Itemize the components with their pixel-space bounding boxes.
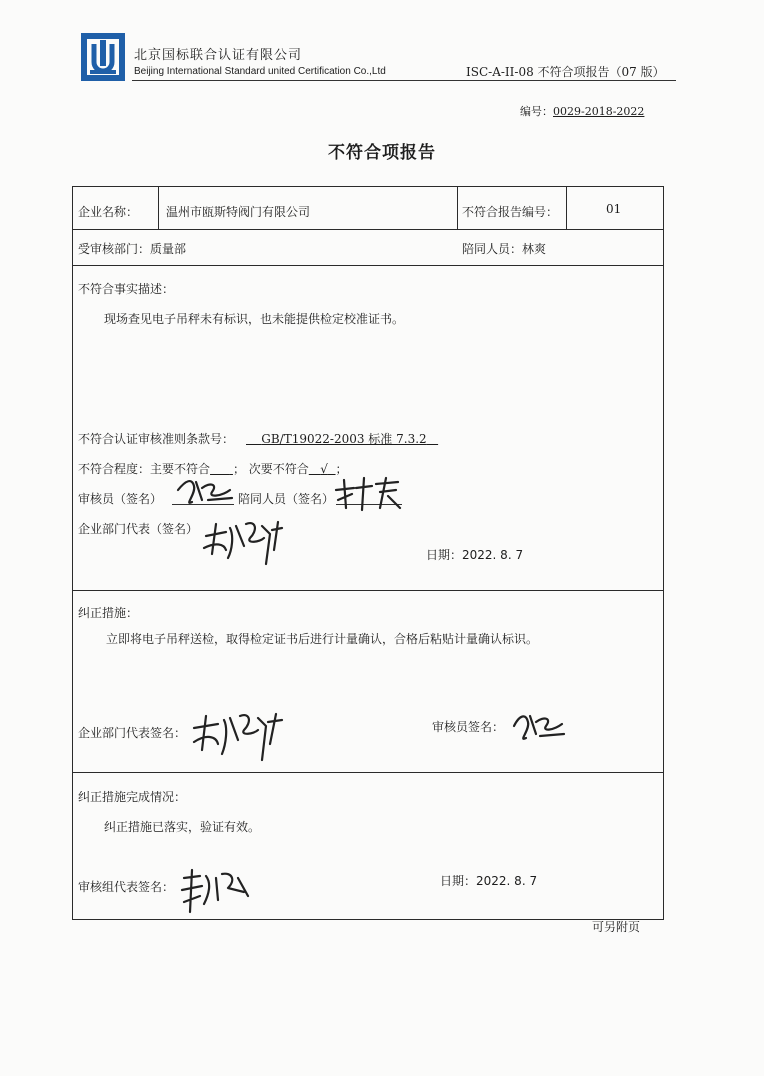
facts-text: 现场查见电子吊秤未有标识，也未能提供检定校准证书。 (104, 312, 405, 326)
accompany-signature (332, 474, 406, 514)
accompany-sig-label: 陪同人员（签名） (238, 492, 335, 506)
header-divider (132, 80, 676, 81)
page-title: 不符合项报告 (328, 143, 436, 163)
row1-divider-c (566, 186, 567, 230)
org-name-cn: 北京国标联合认证有限公司 (134, 48, 303, 63)
facts-label: 不符合事实描述： (78, 282, 175, 296)
row1-bottom (72, 229, 664, 230)
facts-section-bottom (72, 590, 664, 591)
degree-row: 不符合程度：主要不符合 ； 次要不符合 √ ； (78, 462, 348, 476)
facts-date-value: 2022. 8. 7 (462, 548, 524, 562)
row1-divider-b (457, 186, 458, 230)
row1-divider-a (158, 186, 159, 230)
accompany-label: 陪同人员： (462, 242, 523, 256)
correction-company-rep-signature (188, 706, 288, 770)
footer-note: 可另附页 (592, 920, 641, 934)
correction-auditor-label: 审核员签名： (432, 720, 505, 734)
company-rep-sig-label: 企业部门代表（签名） (78, 522, 199, 536)
report-number-label: 编号： (520, 105, 553, 118)
auditor-sig-label: 审核员（签名） (78, 492, 163, 506)
correction-auditor-signature (508, 704, 568, 748)
completion-text: 纠正措施已落实，验证有效。 (104, 820, 261, 834)
row2-bottom (72, 265, 664, 266)
form-code: ISC-A-II-08 不符合项报告（07 版） (466, 65, 665, 79)
minor-mark-value: √ (320, 462, 328, 476)
major-label: 主要不符合 (150, 462, 211, 476)
correction-section-bottom (72, 772, 664, 773)
audited-dept-label: 受审核部门： (78, 242, 151, 256)
org-name-en: Beijing International Standard united Certification Co.,Ltd (134, 66, 386, 77)
report-number-value: 0029-2018-2022 (553, 105, 645, 118)
nc-report-no-label: 不符合报告编号： (462, 205, 559, 219)
audited-dept-value: 质量部 (150, 242, 187, 256)
clause-value-text: GB/T19022-2003 标准 7.3.2 (261, 432, 427, 446)
accompany-value: 林爽 (522, 242, 547, 256)
completion-date (440, 872, 537, 889)
correction-text: 立即将电子吊秤送检，取得检定证书后进行计量确认，合格后粘贴计量确认标识。 (106, 632, 539, 646)
team-rep-label: 审核组代表签名： (78, 880, 175, 894)
auditor-signature (172, 472, 238, 512)
completion-label: 纠正措施完成情况： (78, 790, 187, 804)
completion-date-label: 日期： (440, 874, 477, 888)
facts-date (426, 546, 523, 563)
company-rep-signature (200, 516, 286, 574)
facts-date-label: 日期： (426, 548, 463, 562)
nc-report-no-value: 01 (606, 202, 622, 216)
clause-label: 不符合认证审核准则条款号： (78, 432, 235, 446)
team-rep-signature (178, 866, 254, 918)
minor-label: 次要不符合 (248, 462, 309, 476)
completion-date-value: 2022. 8. 7 (476, 874, 538, 888)
clause-value (246, 430, 438, 447)
company-logo (80, 32, 126, 82)
company-label: 企业名称： (78, 205, 139, 219)
report-number (520, 103, 644, 119)
degree-label: 不符合程度： (78, 462, 151, 476)
correction-label: 纠正措施： (78, 606, 139, 620)
company-value: 温州市瓯斯特阀门有限公司 (166, 205, 311, 219)
correction-company-rep-label: 企业部门代表签名： (78, 726, 187, 740)
